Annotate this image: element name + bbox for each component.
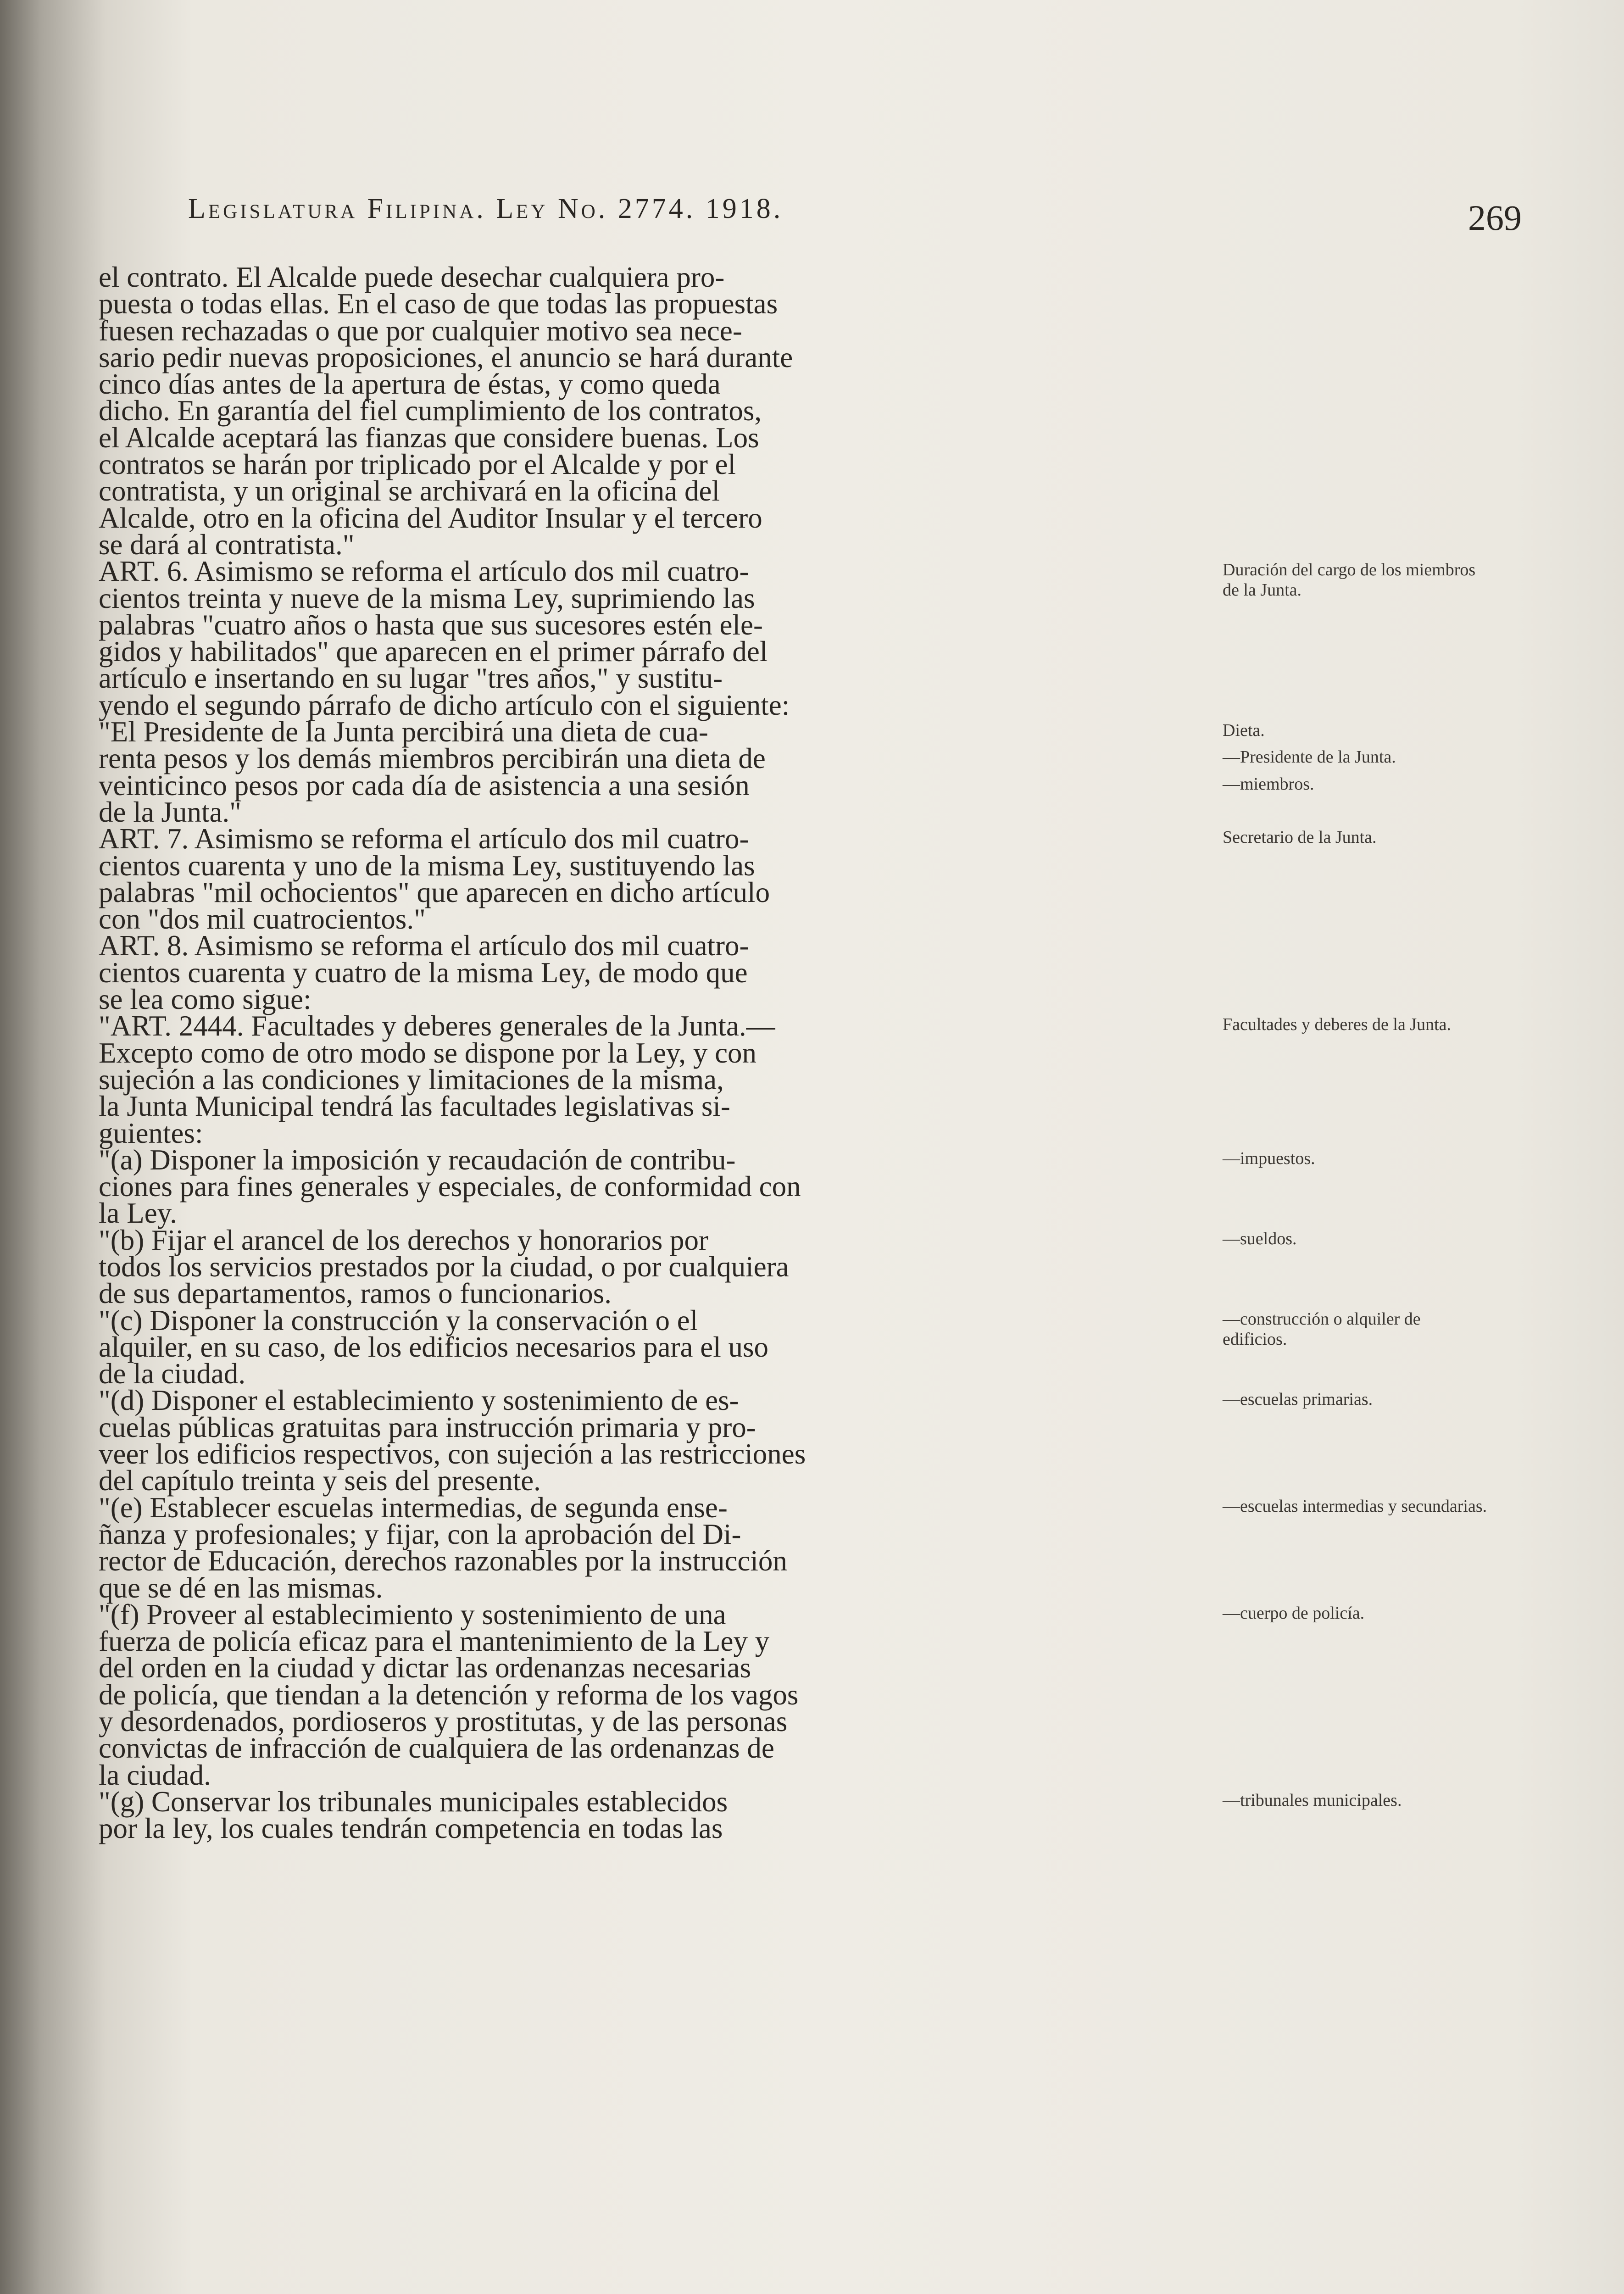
text-line: ART. 6. Asimismo se reforma el artículo dos mil cuatro- <box>99 555 749 588</box>
text-line: del capítulo treinta y seis del presente. <box>99 1464 541 1497</box>
text-line: fuesen rechazadas o que por cualquier motivo sea nece- <box>99 314 742 347</box>
text-line: el Alcalde aceptará las fianzas que considere buenas. Los <box>99 421 759 454</box>
marginal-note: Duración del cargo de los miembros de la Junta. <box>1223 560 1476 600</box>
marginal-note: —cuerpo de policía. <box>1223 1604 1365 1623</box>
text-line: ART. 7. Asimismo se reforma el artículo dos mil cuatro- <box>99 823 749 855</box>
text-line: se lea como sigue: <box>99 983 311 1016</box>
text-line: "El Presidente de la Junta percibirá una dieta de cua- <box>99 716 708 748</box>
text-line: "(b) Fijar el arancel de los derechos y honorarios por <box>99 1224 708 1256</box>
text-line: fuerza de policía eficaz para el mantenimiento de la Ley y <box>99 1625 770 1658</box>
text-line: la Ley. <box>99 1197 177 1230</box>
text-line: renta pesos y los demás miembros percibirán una dieta de <box>99 742 766 775</box>
marginal-note: Secretario de la Junta. <box>1223 828 1377 847</box>
text-line: Excepto como de otro modo se dispone por la Ley, y con <box>99 1036 757 1069</box>
text-line: puesta o todas ellas. En el caso de que todas las propuestas <box>99 288 778 320</box>
text-line: rector de Educación, derechos razonables por la instrucción <box>99 1545 787 1577</box>
text-line: "(d) Disponer el establecimiento y sostenimiento de es- <box>99 1384 739 1417</box>
body-text <box>99 261 1487 1845</box>
text-line: cinco días antes de la apertura de éstas, y como queda <box>99 368 721 401</box>
text-line: cientos cuarenta y cuatro de la misma Ley, de modo que <box>99 956 748 989</box>
text-line: por la ley, los cuales tendrán competencia en todas las <box>99 1812 723 1845</box>
page-number: 269 <box>1468 198 1522 238</box>
text-line: yendo el segundo párrafo de dicho artículo con el siguiente: <box>99 689 790 721</box>
text-line: "(a) Disponer la imposición y recaudación de contribu- <box>99 1143 736 1176</box>
text-line: ART. 8. Asimismo se reforma el artículo dos mil cuatro- <box>99 930 749 962</box>
text-line: alquiler, en su caso, de los edificios necesarios para el uso <box>99 1331 768 1363</box>
marginal-note: —impuestos. <box>1223 1148 1315 1168</box>
text-line: de policía, que tiendan a la detención y reforma de los vagos <box>99 1678 799 1711</box>
text-line: sujeción a las condiciones y limitaciones de la misma, <box>99 1063 724 1096</box>
text-line: del orden en la ciudad y dictar las ordenanzas necesarias <box>99 1652 751 1684</box>
marginal-note: —miembros. <box>1223 774 1314 794</box>
page-header <box>0 193 1624 238</box>
text-line: convictas de infracción de cualquiera de las ordenanzas de <box>99 1732 774 1765</box>
marginal-note: Dieta. <box>1223 721 1265 741</box>
text-line: palabras "cuatro años o hasta que sus sucesores estén ele- <box>99 608 763 641</box>
text-line: "(e) Establecer escuelas intermedias, de segunda ense- <box>99 1491 728 1524</box>
text-line: gidos y habilitados" que aparecen en el primer párrafo del <box>99 635 768 668</box>
text-line: de la Junta." <box>99 796 241 828</box>
marginal-note: —Presidente de la Junta. <box>1223 747 1396 767</box>
text-line: Alcalde, otro en la oficina del Auditor Insular y el tercero <box>99 501 762 534</box>
text-line: veer los edificios respectivos, con sujeción a las restricciones <box>99 1438 806 1470</box>
marginal-note: —escuelas intermedias y secundarias. <box>1223 1496 1487 1516</box>
text-line: dicho. En garantía del fiel cumplimiento de los contratos, <box>99 395 762 427</box>
text-line: de la ciudad. <box>99 1358 246 1390</box>
marginal-note: —escuelas primarias. <box>1223 1389 1373 1409</box>
text-line: ciones para fines generales y especiales, de conformidad con <box>99 1170 801 1203</box>
text-line: ñanza y profesionales; y fijar, con la aprobación del Di- <box>99 1518 741 1550</box>
text-line: "(g) Conservar los tribunales municipales establecidos <box>99 1785 728 1818</box>
text-line: "(c) Disponer la construcción y la conservación o el <box>99 1304 698 1336</box>
text-line: la Junta Municipal tendrá las facultades legislativas si- <box>99 1090 730 1123</box>
text-line: palabras "mil ochocientos" que aparecen en dicho artículo <box>99 876 770 908</box>
text-line: veinticinco pesos por cada día de asistencia a una sesión <box>99 769 750 802</box>
text-line: artículo e insertando en su lugar "tres años," y sustitu- <box>99 662 723 695</box>
marginal-note: Facultades y deberes de la Junta. <box>1223 1015 1452 1035</box>
marginal-note: —sueldos. <box>1223 1229 1297 1248</box>
text-line: contratista, y un original se archivará en la oficina del <box>99 475 720 507</box>
text-line: se dará al contratista." <box>99 528 355 561</box>
text-line: "ART. 2444. Facultades y deberes generales de la Junta.— <box>99 1010 775 1042</box>
text-line: cientos treinta y nueve de la misma Ley, suprimiendo las <box>99 582 755 614</box>
text-line: "(f) Proveer al establecimiento y sostenimiento de una <box>99 1598 726 1631</box>
text-line: que se dé en las mismas. <box>99 1571 383 1604</box>
text-line: y desordenados, pordioseros y prostitutas, y de las personas <box>99 1705 788 1738</box>
text-line: cuelas públicas gratuitas para instrucción primaria y pro- <box>99 1411 756 1443</box>
marginal-note: —tribunales municipales. <box>1223 1791 1402 1810</box>
text-line: sario pedir nuevas proposiciones, el anuncio se hará durante <box>99 341 793 373</box>
text-line: cientos cuarenta y uno de la misma Ley, sustituyendo las <box>99 849 755 882</box>
text-line: todos los servicios prestados por la ciudad, o por cualquiera <box>99 1250 789 1283</box>
marginal-note: —construcción o alquiler de edificios. <box>1223 1309 1421 1349</box>
text-line: de sus departamentos, ramos o funcionarios. <box>99 1277 612 1310</box>
text-line: guientes: <box>99 1117 203 1149</box>
text-line: el contrato. El Alcalde puede desechar cualquiera pro- <box>99 261 725 293</box>
text-line: contratos se harán por triplicado por el Alcalde y por el <box>99 448 736 481</box>
text-line: con "dos mil cuatrocientos." <box>99 903 426 935</box>
text-line: la ciudad. <box>99 1759 211 1791</box>
running-head: Legislatura Filipina. Ley No. 2774. 1918. <box>188 193 784 224</box>
